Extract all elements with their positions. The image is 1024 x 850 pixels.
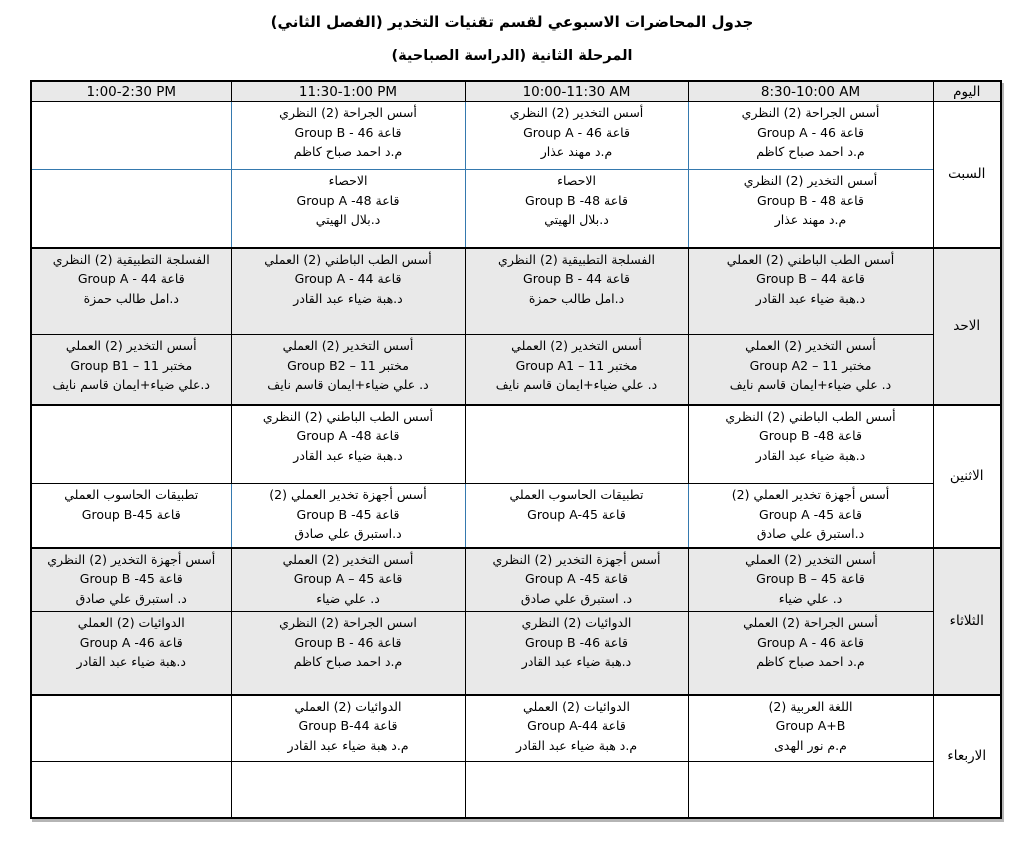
schedule-table [30, 80, 1002, 819]
room-group: قاعة Group A -45 [525, 571, 628, 586]
room-group: قاعة Group B - 46 [294, 634, 402, 650]
instructor: د. علي ضياء [316, 590, 380, 606]
course-name: أسس الطب الباطني (2) العملي [726, 251, 895, 267]
header-time-830-1000: 8:30-10:00 AM [688, 81, 933, 102]
header-day-label: اليوم [933, 81, 1001, 102]
schedule-row [31, 695, 1001, 762]
schedule-cell-empty [31, 170, 231, 248]
room-group: قاعة Group A - 46 [757, 634, 864, 650]
room-group: قاعة Group B – 44 [756, 271, 865, 286]
room-group: قاعة Group A-45 [527, 506, 626, 522]
schedule-cell [231, 484, 465, 548]
course-name: أسس أجهزة تخدير العملي (2) [731, 487, 890, 502]
instructor: د. علي ضياء [778, 590, 843, 606]
day-cell: الثلاثاء [933, 548, 1001, 695]
course-name: اسس الجراحة (2) النظري [279, 615, 417, 630]
instructor: م.م نور الهدى [774, 737, 847, 753]
schedule-cell [688, 405, 933, 484]
course-name: أسس الجراحة (2) النظري [279, 105, 417, 120]
instructor: د.هبة ضياء عبد القادر [755, 447, 866, 463]
room-group: قاعة Group B - 48 [757, 192, 864, 208]
header-time-1130-100: 11:30-1:00 PM [231, 81, 465, 102]
page-title: جدول المحاضرات الاسبوعي لقسم تقنيات التخدير (الفصل الثاني) [270, 13, 754, 31]
instructor: د.امل طالب حمزة [83, 290, 179, 306]
schedule-row [31, 548, 1001, 612]
instructor: د.استبرق علي صادق [756, 526, 865, 541]
instructor: د.هبة ضياء عبد القادر [293, 290, 403, 306]
header-row [31, 81, 1001, 102]
header-time-100-230: 1:00-2:30 PM [31, 81, 231, 102]
course-name: الاحصاء [328, 173, 368, 188]
schedule-cell [231, 405, 465, 484]
course-name: أسس التخدير (2) العملي [745, 338, 876, 353]
schedule-cell [31, 335, 231, 405]
instructor: د. علي ضياء+ايمان قاسم نايف [729, 377, 892, 392]
room-group: قاعة Group A - 44 [77, 271, 185, 286]
course-name: أسس التخدير (2) العملي [65, 338, 197, 353]
day-cell: الاثنين [933, 405, 1001, 548]
course-name: أسس التخدير (2) العملي [745, 551, 876, 567]
schedule-cell [465, 695, 688, 762]
course-name: الدوائيات (2) العملي [77, 615, 185, 630]
course-name: الفسلجة التطبيقية (2) النظري [498, 251, 655, 267]
instructor: م.د مهند عذار [540, 144, 613, 159]
course-name: أسس الطب الباطني (2) النظري [725, 408, 896, 424]
instructor: م.د هبة ضياء عبد القادر [287, 737, 409, 753]
instructor: م.د احمد صباح كاظم [293, 654, 403, 669]
course-name: أسس الطب الباطني (2) العملي [264, 251, 432, 267]
day-cell: السبت [933, 102, 1001, 248]
schedule-cell [231, 335, 465, 405]
room-group: قاعة Group A - 46 [523, 124, 630, 140]
instructor: د.بلال الهيتي [544, 212, 609, 227]
schedule-cell [231, 695, 465, 762]
room-group: مختبر Group B1 – 11 [70, 357, 193, 373]
instructor: د. علي ضياء+ايمان قاسم نايف [495, 377, 658, 392]
schedule-cell [31, 484, 231, 548]
course-name: أسس أجهزة التخدير (2) النظري [492, 551, 661, 567]
schedule-cell [465, 170, 688, 248]
instructor: د.هبة ضياء عبد القادر [76, 654, 186, 669]
schedule-row [31, 612, 1001, 695]
course-name: الفسلجة التطبيقية (2) النظري [52, 251, 210, 267]
schedule-cell [465, 335, 688, 405]
schedule-cell-empty [31, 762, 231, 818]
day-cell: الاربعاء [933, 695, 1001, 818]
course-name: أسس التخدير (2) العملي [511, 338, 642, 353]
room-group: قاعة Group A -48 [296, 428, 400, 443]
course-name: أسس التخدير (2) العملي [282, 338, 414, 353]
instructor: د. علي ضياء+ايمان قاسم نايف [267, 377, 429, 392]
course-name: تطبيقات الحاسوب العملي [509, 487, 644, 502]
room-group: قاعة Group B -46 [525, 634, 628, 650]
schedule-cell [31, 248, 231, 335]
instructor: م.د احمد صباح كاظم [293, 144, 403, 159]
instructor: د.علي ضياء+ايمان قاسم نايف [52, 377, 210, 392]
instructor: د. استبرق علي صادق [520, 590, 633, 606]
schedule-cell-empty [31, 102, 231, 170]
header-time-1000-1130: 10:00-11:30 AM [465, 81, 688, 102]
course-name: الاحصاء [557, 173, 596, 188]
room-group: قاعة Group B-44 [298, 718, 398, 733]
schedule-cell [231, 548, 465, 612]
schedule-cell-empty [688, 762, 933, 818]
schedule-row [31, 170, 1001, 248]
schedule-cell [231, 102, 465, 170]
schedule-cell [465, 612, 688, 695]
schedule-cell-empty [231, 762, 465, 818]
room-group: قاعة Group B-45 [81, 506, 181, 522]
schedule-cell [465, 484, 688, 548]
instructor: د. استبرق علي صادق [75, 590, 187, 606]
room-group: مختبر Group B2 – 11 [287, 357, 409, 373]
course-name: أسس أجهزة التخدير (2) النظري [47, 551, 216, 567]
schedule-cell [31, 612, 231, 695]
schedule-cell-empty [465, 405, 688, 484]
instructor: م.د احمد صباح كاظم [756, 654, 865, 669]
instructor: م.د هبة ضياء عبد القادر [515, 737, 638, 753]
room-group: قاعة Group A - 46 [757, 124, 864, 140]
schedule-row [31, 405, 1001, 484]
room-group: قاعة Group A – 45 [293, 571, 403, 586]
schedule-cell [465, 548, 688, 612]
course-name: اللغة العربية (2) [768, 698, 853, 714]
schedule-cell [688, 170, 933, 248]
schedule-row [31, 102, 1001, 170]
room-group: قاعة Group B - 44 [523, 271, 630, 286]
instructor: د.هبة ضياء عبد القادر [521, 654, 632, 669]
room-group: قاعة Group B -45 [79, 571, 183, 586]
room-group: قاعة Group A -48 [296, 192, 400, 208]
schedule-cell [231, 612, 465, 695]
schedule-cell [688, 335, 933, 405]
room-group: قاعة Group B -48 [759, 428, 862, 443]
course-name: أسس أجهزة تخدير العملي (2) [269, 487, 427, 502]
room-group: قاعة Group B - 46 [294, 124, 402, 140]
course-name: أسس التخدير (2) النظري [509, 105, 644, 120]
room-group: Group A+B [775, 718, 846, 733]
instructor: د.هبة ضياء عبد القادر [293, 447, 403, 463]
schedule-cell [688, 612, 933, 695]
schedule-cell [465, 248, 688, 335]
schedule-cell-empty [465, 762, 688, 818]
instructor: م.د احمد صباح كاظم [756, 144, 865, 159]
schedule-row [31, 484, 1001, 548]
schedule-row [31, 335, 1001, 405]
course-name: تطبيقات الحاسوب العملي [64, 487, 199, 502]
course-name: أسس التخدير (2) العملي [282, 551, 414, 567]
course-name: الدوائيات (2) العملي [294, 698, 402, 714]
page-subtitle: المرحلة الثانية (الدراسة الصباحية) [391, 48, 633, 64]
room-group: مختبر Group A1 – 11 [515, 357, 638, 373]
schedule-cell [465, 102, 688, 170]
room-group: قاعة Group A - 44 [294, 271, 402, 286]
schedule-cell [688, 484, 933, 548]
schedule-cell [688, 695, 933, 762]
instructor: د.امل طالب حمزة [528, 290, 625, 306]
schedule-cell [231, 248, 465, 335]
room-group: قاعة Group A -45 [759, 506, 862, 522]
schedule-row [31, 762, 1001, 818]
day-cell: الاحد [933, 248, 1001, 405]
room-group: قاعة Group A-44 [527, 718, 626, 733]
schedule-cell [31, 548, 231, 612]
schedule-cell-empty [31, 695, 231, 762]
room-group: قاعة Group B -48 [525, 192, 628, 208]
schedule-cell [688, 102, 933, 170]
room-group: قاعة Group B -45 [296, 506, 400, 522]
schedule-cell [688, 248, 933, 335]
room-group: قاعة Group B – 45 [756, 571, 865, 586]
room-group: قاعة Group A -46 [79, 634, 183, 650]
course-name: أسس الطب الباطني (2) النظري [262, 408, 434, 424]
course-name: أسس التخدير (2) النظري [743, 173, 878, 188]
instructor: د.هبة ضياء عبد القادر [755, 290, 866, 306]
course-name: الدوائيات (2) النظري [521, 615, 632, 630]
course-name: أسس الجراحة (2) النظري [741, 105, 880, 120]
course-name: الدوائيات (2) العملي [523, 698, 630, 714]
schedule-cell [688, 548, 933, 612]
instructor: د.بلال الهيتي [315, 212, 381, 227]
instructor: د.استبرق علي صادق [294, 526, 402, 541]
instructor: م.د مهند عذار [774, 212, 847, 227]
schedule-row [31, 248, 1001, 335]
course-name: أسس الجراحة (2) العملي [743, 615, 878, 630]
schedule-cell-empty [31, 405, 231, 484]
schedule-body [31, 102, 1001, 818]
schedule-cell [231, 170, 465, 248]
room-group: مختبر Group A2 – 11 [749, 357, 872, 373]
